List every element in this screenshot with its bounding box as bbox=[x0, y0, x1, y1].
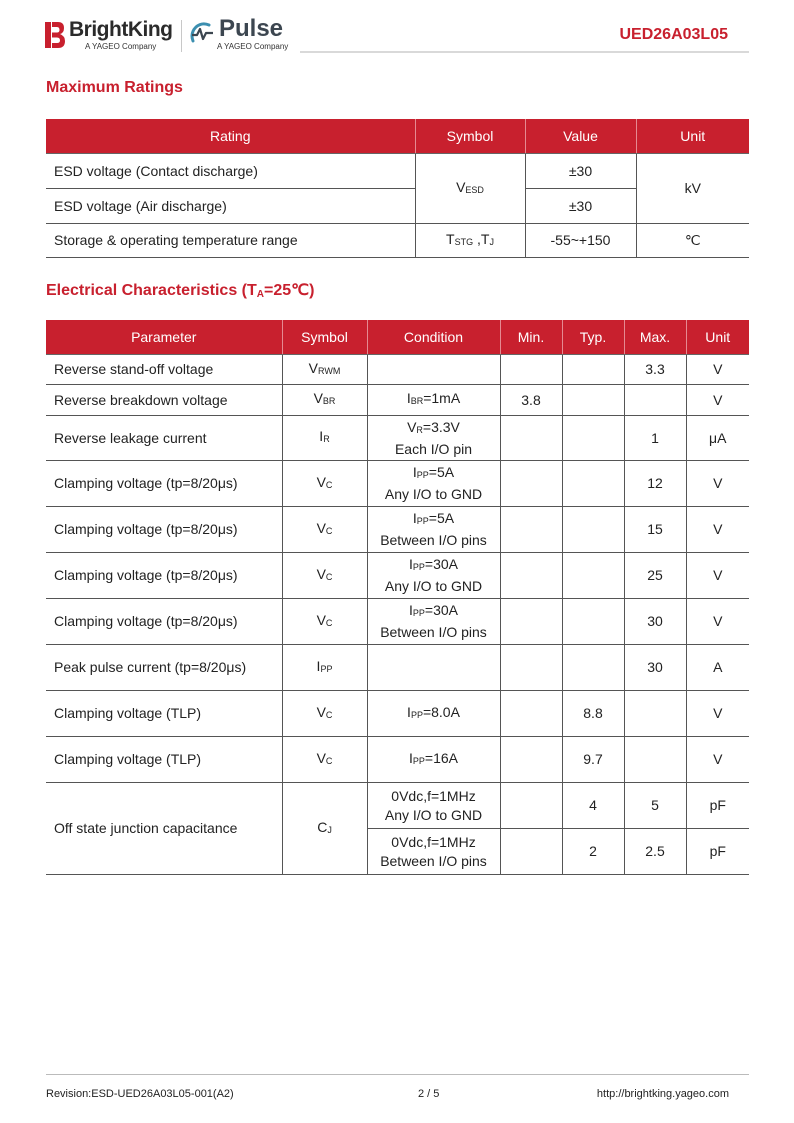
table-row bbox=[46, 691, 749, 737]
parameter-cell: Reverse leakage current bbox=[46, 416, 282, 461]
condition-line: $I_{PP}=30A$ bbox=[409, 556, 458, 572]
max-cell: 15 bbox=[624, 507, 686, 553]
condition-line: $I_{PP}=30A$ bbox=[409, 602, 458, 618]
min-cell: 3.8 bbox=[500, 385, 562, 416]
value-cell: ±30 bbox=[525, 189, 636, 224]
condition-line: Between I/O pins bbox=[380, 624, 487, 640]
parameter-cell: Clamping voltage (tp=8/20μs) bbox=[46, 599, 282, 645]
table-row bbox=[46, 507, 749, 553]
pulse-logo-icon bbox=[189, 21, 215, 45]
footer-rule bbox=[46, 1074, 749, 1075]
table-row bbox=[46, 355, 749, 385]
parameter-cell: Peak pulse current (tp=8/20μs) bbox=[46, 645, 282, 691]
rating-cell: ESD voltage (Air discharge) bbox=[46, 189, 415, 224]
parameter-cell: Reverse stand-off voltage bbox=[46, 355, 282, 385]
typ-cell bbox=[562, 461, 624, 507]
value-cell: ±30 bbox=[525, 154, 636, 189]
unit-cell: V bbox=[686, 599, 749, 645]
max-cell: 25 bbox=[624, 553, 686, 599]
symbol-cell: $V_{BR}$ bbox=[282, 385, 367, 416]
min-cell bbox=[500, 783, 562, 829]
logo-divider bbox=[181, 20, 182, 52]
symbol-cell: $V_C$ bbox=[282, 599, 367, 645]
symbol-cell: $T_{STG}$ $,T_J$ bbox=[415, 224, 525, 258]
min-cell bbox=[500, 691, 562, 737]
table-row bbox=[46, 783, 749, 829]
typ-cell bbox=[562, 645, 624, 691]
typ-cell bbox=[562, 355, 624, 385]
table-header-row bbox=[46, 320, 749, 355]
value-cell: -55~+150 bbox=[525, 224, 636, 258]
symbol-cell: $V_C$ bbox=[282, 737, 367, 783]
min-cell bbox=[500, 507, 562, 553]
min-cell bbox=[500, 416, 562, 461]
table-row bbox=[46, 416, 749, 461]
symbol-cell: $V_{ESD}$ bbox=[415, 154, 525, 224]
typ-cell: 2 bbox=[562, 829, 624, 875]
condition-line: $I_{PP}=5A$ bbox=[412, 464, 455, 480]
pulse-logo-subtitle: A YAGEO Company bbox=[217, 42, 289, 51]
brightking-logo-icon bbox=[45, 22, 65, 48]
pulse-logo-name: Pulse bbox=[219, 15, 284, 42]
table-row bbox=[46, 154, 749, 189]
rating-cell: ESD voltage (Contact discharge) bbox=[46, 154, 415, 189]
condition-cell bbox=[367, 737, 500, 783]
condition-cell bbox=[367, 599, 500, 645]
max-ratings-title: Maximum Ratings bbox=[46, 79, 183, 96]
column-header: Symbol bbox=[415, 119, 525, 154]
condition-line: Any I/O to GND bbox=[384, 486, 483, 502]
column-header: Typ. bbox=[562, 320, 624, 355]
condition-line: Any I/O to GND bbox=[384, 578, 483, 594]
condition-line: 0Vdc,f=1MHz bbox=[391, 833, 476, 850]
symbol-cell: $C_J$ bbox=[282, 783, 367, 875]
unit-cell: V bbox=[686, 355, 749, 385]
max-cell: 30 bbox=[624, 645, 686, 691]
unit-cell: V bbox=[686, 385, 749, 416]
column-header: Min. bbox=[500, 320, 562, 355]
symbol-cell: $V_{RWM}$ bbox=[282, 355, 367, 385]
symbol-cell: $I_R$ bbox=[282, 416, 367, 461]
condition-line: $I_{PP}=16A$ bbox=[409, 749, 458, 766]
condition-line: Any I/O to GND bbox=[384, 806, 483, 823]
symbol-cell: $I_{PP}$ bbox=[282, 645, 367, 691]
condition-line: Between I/O pins bbox=[380, 852, 487, 869]
brightking-logo-name: BrightKing bbox=[69, 18, 173, 41]
unit-cell: A bbox=[686, 645, 749, 691]
max-cell: 12 bbox=[624, 461, 686, 507]
typ-cell: 9.7 bbox=[562, 737, 624, 783]
parameter-cell: Clamping voltage (tp=8/20μs) bbox=[46, 461, 282, 507]
symbol-cell: $V_C$ bbox=[282, 507, 367, 553]
min-cell bbox=[500, 355, 562, 385]
unit-cell: V bbox=[686, 507, 749, 553]
max-cell bbox=[624, 385, 686, 416]
table-row bbox=[46, 553, 749, 599]
typ-cell: 8.8 bbox=[562, 691, 624, 737]
symbol-cell: $V_C$ bbox=[282, 691, 367, 737]
unit-cell: ℃ bbox=[636, 224, 749, 258]
column-header: Max. bbox=[624, 320, 686, 355]
condition-cell bbox=[367, 507, 500, 553]
symbol-cell: $V_C$ bbox=[282, 553, 367, 599]
unit-cell: V bbox=[686, 737, 749, 783]
unit-cell: pF bbox=[686, 783, 749, 829]
max-cell bbox=[624, 737, 686, 783]
max-cell: 3.3 bbox=[624, 355, 686, 385]
brightking-logo-subtitle: A YAGEO Company bbox=[85, 42, 157, 51]
unit-cell: μA bbox=[686, 416, 749, 461]
min-cell bbox=[500, 461, 562, 507]
electrical-characteristics-table bbox=[46, 320, 749, 875]
max-ratings-table bbox=[46, 119, 749, 258]
column-header: Parameter bbox=[46, 320, 282, 355]
max-cell: 30 bbox=[624, 599, 686, 645]
condition-cell bbox=[367, 385, 500, 416]
condition-line: $I_{PP}=8.0A$ bbox=[407, 703, 460, 720]
max-cell: 2.5 bbox=[624, 829, 686, 875]
symbol-cell: $V_C$ bbox=[282, 461, 367, 507]
condition-line: Between I/O pins bbox=[380, 532, 487, 548]
condition-cell bbox=[367, 461, 500, 507]
table-header-row bbox=[46, 119, 749, 154]
condition-line: $V_R=3.3V$ bbox=[407, 418, 460, 435]
max-cell: 5 bbox=[624, 783, 686, 829]
column-header: Value bbox=[525, 119, 636, 154]
max-cell bbox=[624, 691, 686, 737]
column-header: Unit bbox=[636, 119, 749, 154]
rating-cell: Storage & operating temperature range bbox=[46, 224, 415, 258]
parameter-cell: Reverse breakdown voltage bbox=[46, 385, 282, 416]
parameter-cell: Clamping voltage (tp=8/20μs) bbox=[46, 553, 282, 599]
condition-line: $I_{BR}=1mA$ bbox=[406, 390, 461, 406]
condition-cell bbox=[367, 783, 500, 829]
min-cell bbox=[500, 553, 562, 599]
document-id: UED26A03L05 bbox=[619, 26, 728, 43]
footer-revision: Revision:ESD-UED26A03L05-001(A2) bbox=[46, 1088, 234, 1100]
condition-cell bbox=[367, 645, 500, 691]
page-header bbox=[0, 0, 794, 60]
column-header: Unit bbox=[686, 320, 749, 355]
condition-cell bbox=[367, 416, 500, 461]
parameter-cell: Clamping voltage (TLP) bbox=[46, 737, 282, 783]
condition-cell bbox=[367, 829, 500, 875]
unit-cell: V bbox=[686, 691, 749, 737]
typ-cell bbox=[562, 385, 624, 416]
electrical-characteristics-title: Electrical Characteristics $(T_A=25℃)$ bbox=[46, 282, 315, 300]
condition-line: Each I/O pin bbox=[394, 440, 473, 457]
table-row bbox=[46, 461, 749, 507]
typ-cell bbox=[562, 599, 624, 645]
parameter-cell: Off state junction capacitance bbox=[46, 783, 282, 875]
max-cell: 1 bbox=[624, 416, 686, 461]
min-cell bbox=[500, 599, 562, 645]
parameter-cell: Clamping voltage (tp=8/20μs) bbox=[46, 507, 282, 553]
unit-cell: kV bbox=[636, 154, 749, 224]
footer-url[interactable]: http://brightking.yageo.com bbox=[596, 1088, 729, 1100]
parameter-cell: Clamping voltage (TLP) bbox=[46, 691, 282, 737]
table-row bbox=[46, 645, 749, 691]
unit-cell: pF bbox=[686, 829, 749, 875]
min-cell bbox=[500, 829, 562, 875]
typ-cell bbox=[562, 553, 624, 599]
condition-cell bbox=[367, 553, 500, 599]
condition-cell bbox=[367, 691, 500, 737]
column-header: Symbol bbox=[282, 320, 367, 355]
condition-line: $I_{PP}=5A$ bbox=[412, 510, 455, 526]
footer-page-number: 2 / 5 bbox=[418, 1088, 440, 1100]
typ-cell bbox=[562, 507, 624, 553]
table-row bbox=[46, 737, 749, 783]
table-row bbox=[46, 385, 749, 416]
column-header: Condition bbox=[367, 320, 500, 355]
typ-cell: 4 bbox=[562, 783, 624, 829]
condition-line: 0Vdc,f=1MHz bbox=[391, 787, 476, 804]
table-row bbox=[46, 599, 749, 645]
column-header: Rating bbox=[46, 119, 415, 154]
header-rule bbox=[300, 51, 749, 53]
min-cell bbox=[500, 645, 562, 691]
table-row bbox=[46, 224, 749, 258]
min-cell bbox=[500, 737, 562, 783]
unit-cell: V bbox=[686, 553, 749, 599]
unit-cell: V bbox=[686, 461, 749, 507]
condition-cell bbox=[367, 355, 500, 385]
typ-cell bbox=[562, 416, 624, 461]
